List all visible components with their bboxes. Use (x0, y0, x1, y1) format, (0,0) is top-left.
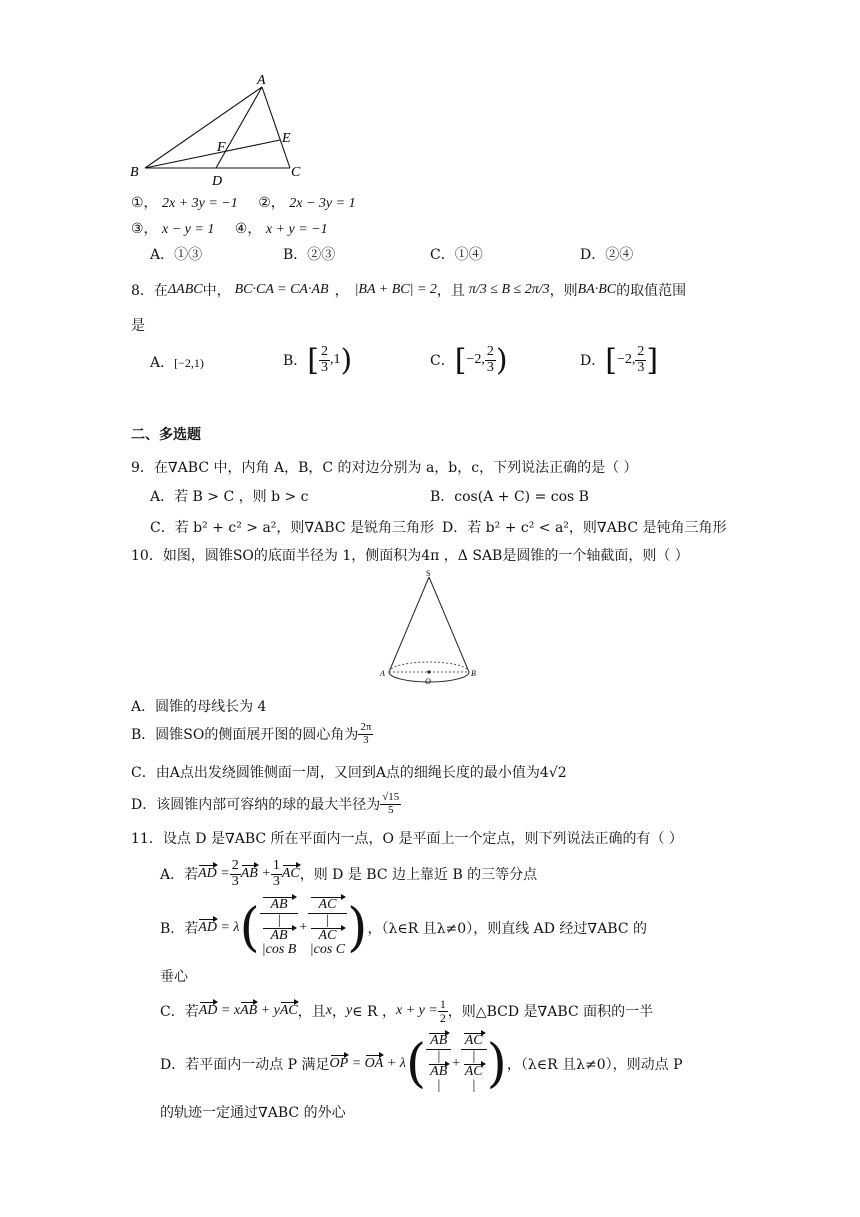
q8-option-b[interactable]: B． [ $\frac{2}{3}$ ,1 ) (283, 342, 353, 378)
section-title: 二、多选题 (131, 427, 201, 443)
q8-condition-dot: BC·CA = CA·AB (234, 282, 329, 297)
q10-stem: 10．如图，圆锥SO的底面半径为 1，侧面积为4π ，Δ SAB是圆锥的一个轴截面，则（ ） (131, 548, 689, 564)
q7-option-a[interactable]: A．①③ (150, 247, 203, 263)
cone-edge-sb (429, 577, 469, 672)
q9-stem: 9．在∇ABC 中，内角 A，B，C 的对边分别为 a，b，c，下列说法正确的是（ ） (131, 460, 638, 476)
q7-line1: ①， 2x + 3y = −1 ②， 2x − 3y = 1 (131, 195, 356, 211)
q11-option-a[interactable]: A．若 AD = $\frac{2}{3}$ AB + $\frac{1}{3}$ AC ，则 D 是 BC 边上靠近 B 的三等分点 (160, 857, 538, 889)
side-ac (262, 87, 290, 168)
q8-target: BA·BC (577, 282, 617, 297)
q7-option-c[interactable]: C．①④ (430, 247, 483, 263)
label-d: D (212, 174, 223, 188)
q8-option-d[interactable]: D． [ −2, $\frac{2}{3}$ ] (580, 342, 659, 378)
q9-option-c[interactable]: C．若 b² + c² > a²，则∇ABC 是锐角三角形 (150, 520, 435, 536)
cone-label-s: S (426, 569, 431, 578)
q10-option-c[interactable]: C．由A点出发绕圆锥侧面一周，又回到A点的细绳长度的最小值为4√2 (131, 765, 567, 781)
triangle-figure (125, 70, 310, 188)
q11-option-b[interactable]: B．若 AD = λ ( AB | AB |cos B + AC | AC |cos C ) ，（λ∈R 且λ≠0），则直线 AD 经过∇ABC 的 (160, 897, 648, 958)
eq-2: 2x − 3y = 1 (289, 196, 356, 211)
q8-option-a[interactable]: A．[−2,1) (150, 355, 204, 371)
label-c: C (291, 165, 301, 180)
q9-option-b[interactable]: B．cos(A + C) = cos B (430, 489, 589, 505)
q11-stem: 11．设点 D 是∇ABC 所在平面内一点，O 是平面上一个定点，则下列说法正确的有（ ） (131, 831, 683, 847)
label-e: E (282, 131, 291, 146)
q11-option-d-line2: 的轨迹一定通过∇ABC 的外心 (160, 1105, 346, 1121)
q8-stem: 8．在 ΔABC 中， BC·CA = CA·AB ， |BA + BC| = 2 ，且 π/3 ≤ B ≤ 2π/3 ，则 BA·BC 的取值范围 (131, 282, 687, 299)
cone-label-b: B (471, 669, 476, 678)
q10-option-d[interactable]: D．该圆锥内部可容纳的球的最大半径为 $\frac{√15}{5}$ (131, 791, 400, 816)
cone-figure (375, 567, 485, 689)
q9-option-a[interactable]: A．若 B > C ，则 b > c (150, 489, 309, 505)
eq-4: x + y = −1 (265, 222, 328, 237)
q7-line2: ③， x − y = 1 ④， x + y = −1 (131, 221, 328, 237)
q9-option-d[interactable]: D．若 b² + c² < a²，则∇ABC 是钝角三角形 (442, 520, 727, 536)
q11-option-d[interactable]: D．若平面内一动点 P 满足 OP = OA + λ ( AB | AB | + AC | AC | ) ，（λ∈R 且λ≠0），则动点 P (160, 1033, 683, 1094)
label-a: A (257, 73, 266, 88)
eq-3: x − y = 1 (162, 222, 215, 237)
q10-option-a[interactable]: A．圆锥的母线长为 4 (131, 699, 267, 715)
cone-label-a: A (380, 669, 385, 678)
segment-ad (216, 87, 262, 168)
q8-triangle: ΔABC (167, 282, 203, 297)
cone-label-o: O (425, 677, 431, 686)
q10-option-b[interactable]: B．圆锥SO的侧面展开图的圆心角为 $\frac{2\pi}{3}$ (131, 721, 372, 746)
q11-option-b-line2: 垂心 (160, 969, 188, 985)
q8-line2: 是 (131, 318, 145, 334)
cone-edge-sa (389, 577, 429, 672)
label-f: F (217, 140, 226, 155)
q8-angle-range: π/3 ≤ B ≤ 2π/3 (468, 282, 550, 297)
q8-condition-norm: |BA + BC| = 2 (354, 282, 437, 297)
label-b: B (130, 165, 139, 180)
q8-option-c[interactable]: C． [ −2, $\frac{2}{3}$ ) (430, 342, 508, 378)
q7-option-d[interactable]: D．②④ (580, 247, 634, 263)
q7-option-b[interactable]: B．②③ (283, 247, 336, 263)
eq-1: 2x + 3y = −1 (162, 196, 238, 211)
cone-center-dot (427, 670, 430, 673)
q11-option-c[interactable]: C．若 AD = xAB + yAC ，且 x ， y ∈ R ， x + y = $\frac{1}{2}$ ，则△BCD 是∇ABC 面积的一半 (160, 996, 654, 1025)
